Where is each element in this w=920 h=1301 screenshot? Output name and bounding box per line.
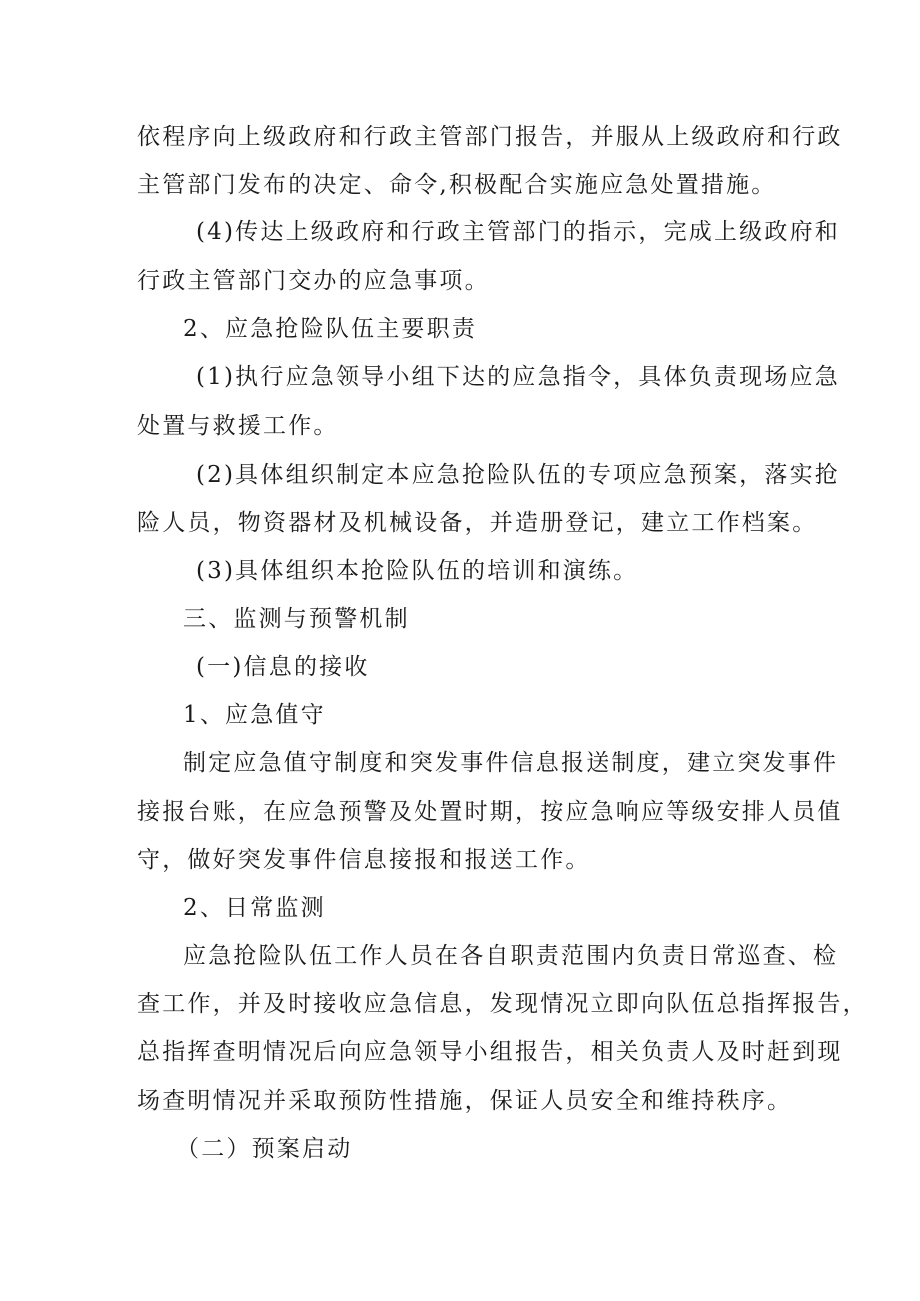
section-heading: (一)信息的接收 — [196, 654, 370, 680]
text-line: 行政主管部门交办的应急事项。 — [137, 268, 490, 294]
text-line: 依程序向上级政府和行政主管部门报告，并服从上级政府和行政 — [137, 124, 843, 150]
section-heading: 2、日常监测 — [183, 895, 326, 921]
text-line: 制定应急值守制度和突发事件信息报送制度，建立突发事件 — [183, 750, 839, 776]
section-heading: 三、监测与预警机制 — [183, 606, 410, 632]
section-heading: 2、应急抢险队伍主要职责 — [183, 316, 478, 342]
text-line: 接报台账，在应急预警及处置时期，按应急响应等级安排人员值 — [137, 799, 843, 825]
text-line: 查工作，并及时接收应急信息，发现情况立即向队伍总指挥报告， — [137, 991, 868, 1017]
text-line: (4)传达上级政府和行政主管部门的指示，完成上级政府和 — [196, 219, 840, 245]
section-heading: （二）预案启动 — [176, 1136, 353, 1162]
section-heading: 1、应急值守 — [183, 702, 326, 728]
text-line: (2)具体组织制定本应急抢险队伍的专项应急预案，落实抢 — [196, 462, 840, 488]
text-line: 守，做好突发事件信息接报和报送工作。 — [137, 847, 591, 873]
text-line: (1)执行应急领导小组下达的应急指令，具体负责现场应急 — [196, 364, 840, 390]
text-line: 总指挥查明情况后向应急领导小组报告，相关负责人及时赶到现 — [137, 1039, 843, 1065]
text-line: 险人员，物资器材及机械设备，并造册登记，建立工作档案。 — [137, 510, 818, 536]
text-line: 主管部门发布的决定、命令,积极配合实施应急处置措施。 — [137, 172, 777, 198]
text-line: 应急抢险队伍工作人员在各自职责范围内负责日常巡查、检 — [183, 943, 839, 969]
text-line: 场查明情况并采取预防性措施，保证人员安全和维持秩序。 — [137, 1088, 793, 1114]
text-line: 处置与救援工作。 — [137, 413, 339, 439]
text-line: (3)具体组织本抢险队伍的培训和演练。 — [196, 558, 639, 584]
